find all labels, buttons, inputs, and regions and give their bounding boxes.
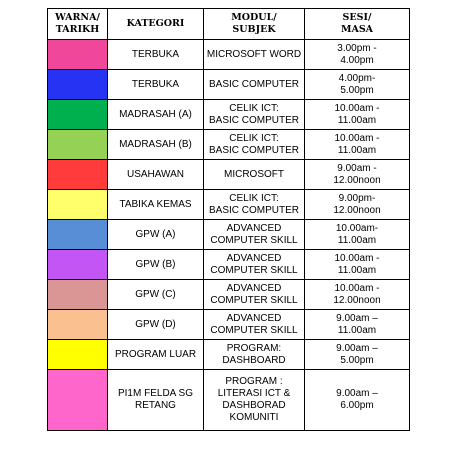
- kategori-cell: PROGRAM LUAR: [108, 340, 204, 370]
- kategori-cell: GPW (C): [108, 280, 204, 310]
- modul-cell: ADVANCED COMPUTER SKILL: [204, 220, 305, 250]
- table-row: [48, 220, 410, 250]
- kategori-cell: TABIKA KEMAS: [108, 190, 204, 220]
- schedule-table: [47, 8, 410, 431]
- kategori-cell: TERBUKA: [108, 70, 204, 100]
- table-row: [48, 370, 410, 431]
- modul-cell: ADVANCED COMPUTER SKILL: [204, 280, 305, 310]
- kategori-cell: PI1M FELDA SG RETANG: [108, 370, 204, 431]
- table-row: [48, 190, 410, 220]
- modul-cell: ADVANCED COMPUTER SKILL: [204, 250, 305, 280]
- masa-cell: 4.00pm- 5.00pm: [305, 70, 410, 100]
- modul-cell: CELIK ICT: BASIC COMPUTER: [204, 130, 305, 160]
- header-masa: SESI/ MASA: [305, 9, 410, 40]
- table-row: [48, 130, 410, 160]
- color-swatch: [48, 100, 108, 130]
- kategori-cell: GPW (A): [108, 220, 204, 250]
- kategori-cell: USAHAWAN: [108, 160, 204, 190]
- color-swatch: [48, 340, 108, 370]
- masa-cell: 10.00am - 11.00am: [305, 100, 410, 130]
- masa-cell: 10.00am - 11.00am: [305, 130, 410, 160]
- color-swatch: [48, 160, 108, 190]
- color-swatch: [48, 370, 108, 431]
- color-swatch: [48, 70, 108, 100]
- modul-cell: BASIC COMPUTER: [204, 70, 305, 100]
- header-row: [48, 9, 410, 40]
- color-swatch: [48, 190, 108, 220]
- kategori-cell: GPW (B): [108, 250, 204, 280]
- header-warna: WARNA/ TARIKH: [48, 9, 108, 40]
- color-swatch: [48, 220, 108, 250]
- table-row: [48, 340, 410, 370]
- table-row: [48, 160, 410, 190]
- modul-cell: PROGRAM: DASHBOARD: [204, 340, 305, 370]
- modul-cell: MICROSOFT WORD: [204, 40, 305, 70]
- modul-cell: CELIK ICT: BASIC COMPUTER: [204, 100, 305, 130]
- table-row: [48, 310, 410, 340]
- color-swatch: [48, 280, 108, 310]
- color-swatch: [48, 130, 108, 160]
- masa-cell: 9.00am – 6.00pm: [305, 370, 410, 431]
- kategori-cell: MADRASAH (A): [108, 100, 204, 130]
- masa-cell: 10.00am - 12.00noon: [305, 280, 410, 310]
- color-swatch: [48, 310, 108, 340]
- header-modul: MODUL/ SUBJEK: [204, 9, 305, 40]
- modul-cell: PROGRAM : LITERASI ICT & DASHBORAD KOMUNITI: [204, 370, 305, 431]
- modul-cell: ADVANCED COMPUTER SKILL: [204, 310, 305, 340]
- masa-cell: 10.00am - 11.00am: [305, 250, 410, 280]
- header-kategori: KATEGORI: [108, 9, 204, 40]
- masa-cell: 9.00am - 12.00noon: [305, 160, 410, 190]
- masa-cell: 9.00am – 11.00am: [305, 310, 410, 340]
- table-row: [48, 40, 410, 70]
- masa-cell: 3.00pm - 4.00pm: [305, 40, 410, 70]
- table-row: [48, 70, 410, 100]
- kategori-cell: GPW (D): [108, 310, 204, 340]
- kategori-cell: MADRASAH (B): [108, 130, 204, 160]
- masa-cell: 10.00am- 11.00am: [305, 220, 410, 250]
- masa-cell: 9.00am – 5.00pm: [305, 340, 410, 370]
- table-row: [48, 280, 410, 310]
- color-swatch: [48, 40, 108, 70]
- color-swatch: [48, 250, 108, 280]
- masa-cell: 9.00pm- 12.00noon: [305, 190, 410, 220]
- table-row: [48, 250, 410, 280]
- modul-cell: MICROSOFT: [204, 160, 305, 190]
- table-row: [48, 100, 410, 130]
- kategori-cell: TERBUKA: [108, 40, 204, 70]
- modul-cell: CELIK ICT: BASIC COMPUTER: [204, 190, 305, 220]
